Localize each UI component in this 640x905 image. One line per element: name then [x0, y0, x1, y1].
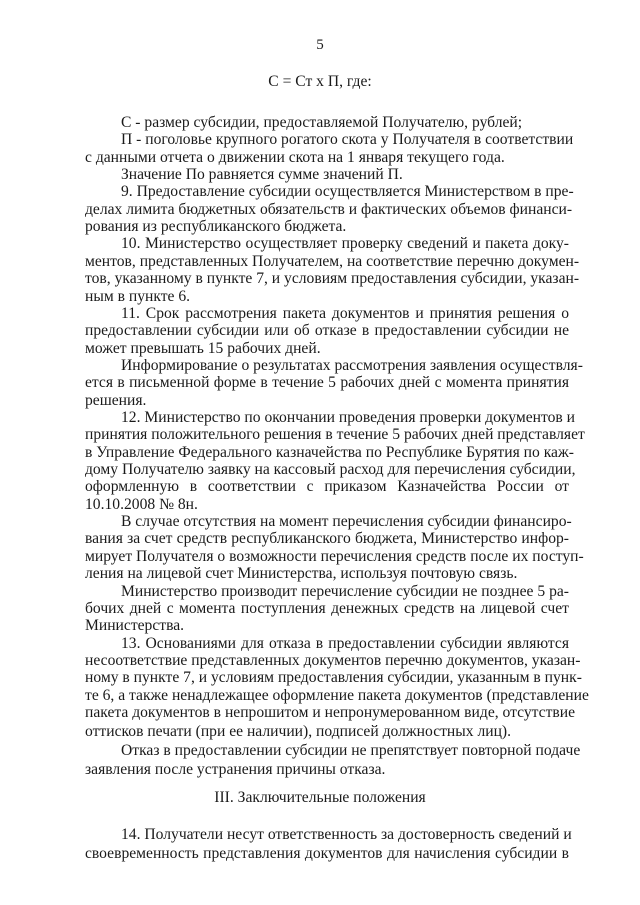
- text-line: Информирование о результатах рассмотрения заявления осуществля-: [121, 357, 583, 374]
- text-line: С - размер субсидии, предоставляемой Получателю, рублей;: [121, 114, 523, 131]
- text-line: ному в пункте 7, и условиям предоставления субсидии, указанным в пунк-: [85, 669, 582, 686]
- text-line: тов, указанному в пункте 7, и условиям предоставления субсидии, указан-: [85, 270, 580, 287]
- text-line: ления на лицевой счет Министерства, используя почтовую связь.: [85, 565, 518, 582]
- text-line: ментов, представленных Получателем, на соответствие перечню докумен-: [85, 253, 580, 270]
- text-line: ным в пункте 6.: [85, 288, 191, 305]
- text-line: 11. Срок рассмотрения пакета документов и принятия решения о: [121, 305, 569, 322]
- text-line: пакета документов в непрошитом и непронумерованном виде, отсутствие: [85, 704, 576, 721]
- text-line: бочих дней с момента поступления денежных средств на лицевой счет: [85, 600, 569, 617]
- text-line: в Управление Федерального казначейства по Республике Бурятия по каж-: [85, 444, 574, 461]
- text-line: 14. Получатели несут ответственность за достоверность сведений и: [121, 826, 572, 843]
- text-line: несоответствие представленных документов перечню документов, указан-: [85, 652, 581, 669]
- text-line: Министерство производит перечисление субсидии не позднее 5 ра-: [121, 583, 569, 600]
- text-line: 13. Основаниями для отказа в предоставлении субсидии являются: [121, 635, 569, 652]
- page-number: 5: [316, 37, 324, 53]
- text-line: предоставлении субсидии или об отказе в предоставлении субсидии не: [85, 322, 569, 339]
- text-line: мирует Получателя о возможности перечисления средств после их поступ-: [85, 548, 584, 565]
- text-line: В случае отсутствия на момент перечисления субсидии финансиро-: [121, 513, 572, 530]
- text-line: 12. Министерство по окончании проведения проверки документов и: [121, 409, 576, 426]
- text-line: Министерства.: [85, 617, 185, 634]
- subsidy-formula: С = Ст х П, где:: [268, 73, 372, 90]
- text-line: 10. Министерство осуществляет проверку сведений и пакета доку-: [121, 235, 569, 252]
- text-line: Отказ в предоставлении субсидии не препятствует повторной подаче: [121, 742, 581, 759]
- text-line: своевременность представления документов для начисления субсидии в: [85, 845, 569, 862]
- text-line: 10.10.2008 № 8н.: [85, 496, 198, 513]
- text-line: рования из республиканского бюджета.: [85, 218, 347, 235]
- text-line: с данными отчета о движении скота на 1 января текущего года.: [85, 149, 505, 166]
- section-heading: III. Заключительные положения: [214, 789, 426, 806]
- text-line: ется в письменной форме в течение 5 рабочих дней с момента принятия: [85, 374, 569, 391]
- text-line: П - поголовье крупного рогатого скота у Получателя в соответствии: [121, 131, 574, 148]
- text-line: решения.: [85, 392, 147, 409]
- text-line: оформленную в соответствии с приказом Казначейства России от: [85, 478, 569, 495]
- text-line: дому Получателю заявку на кассовый расход для перечисления субсидии,: [85, 461, 576, 478]
- text-line: 9. Предоставление субсидии осуществляется Министерством в пре-: [121, 183, 574, 200]
- text-line: может превышать 15 рабочих дней.: [85, 340, 321, 357]
- text-line: делах лимита бюджетных обязательств и фактических объемов финанси-: [85, 201, 573, 218]
- text-line: заявления после устранения причины отказа.: [85, 761, 386, 778]
- text-line: принятия положительного решения в течение 5 рабочих дней представляет: [85, 426, 585, 443]
- text-line: те 6, а также ненадлежащее оформление пакета документов (представление: [85, 687, 589, 704]
- text-line: Значение По равняется сумме значений П.: [121, 166, 403, 183]
- text-line: оттисков печати (при ее наличии), подписей должностных лиц).: [85, 723, 512, 740]
- text-line: вания за счет средств республиканского бюджета, Министерство инфор-: [85, 530, 569, 547]
